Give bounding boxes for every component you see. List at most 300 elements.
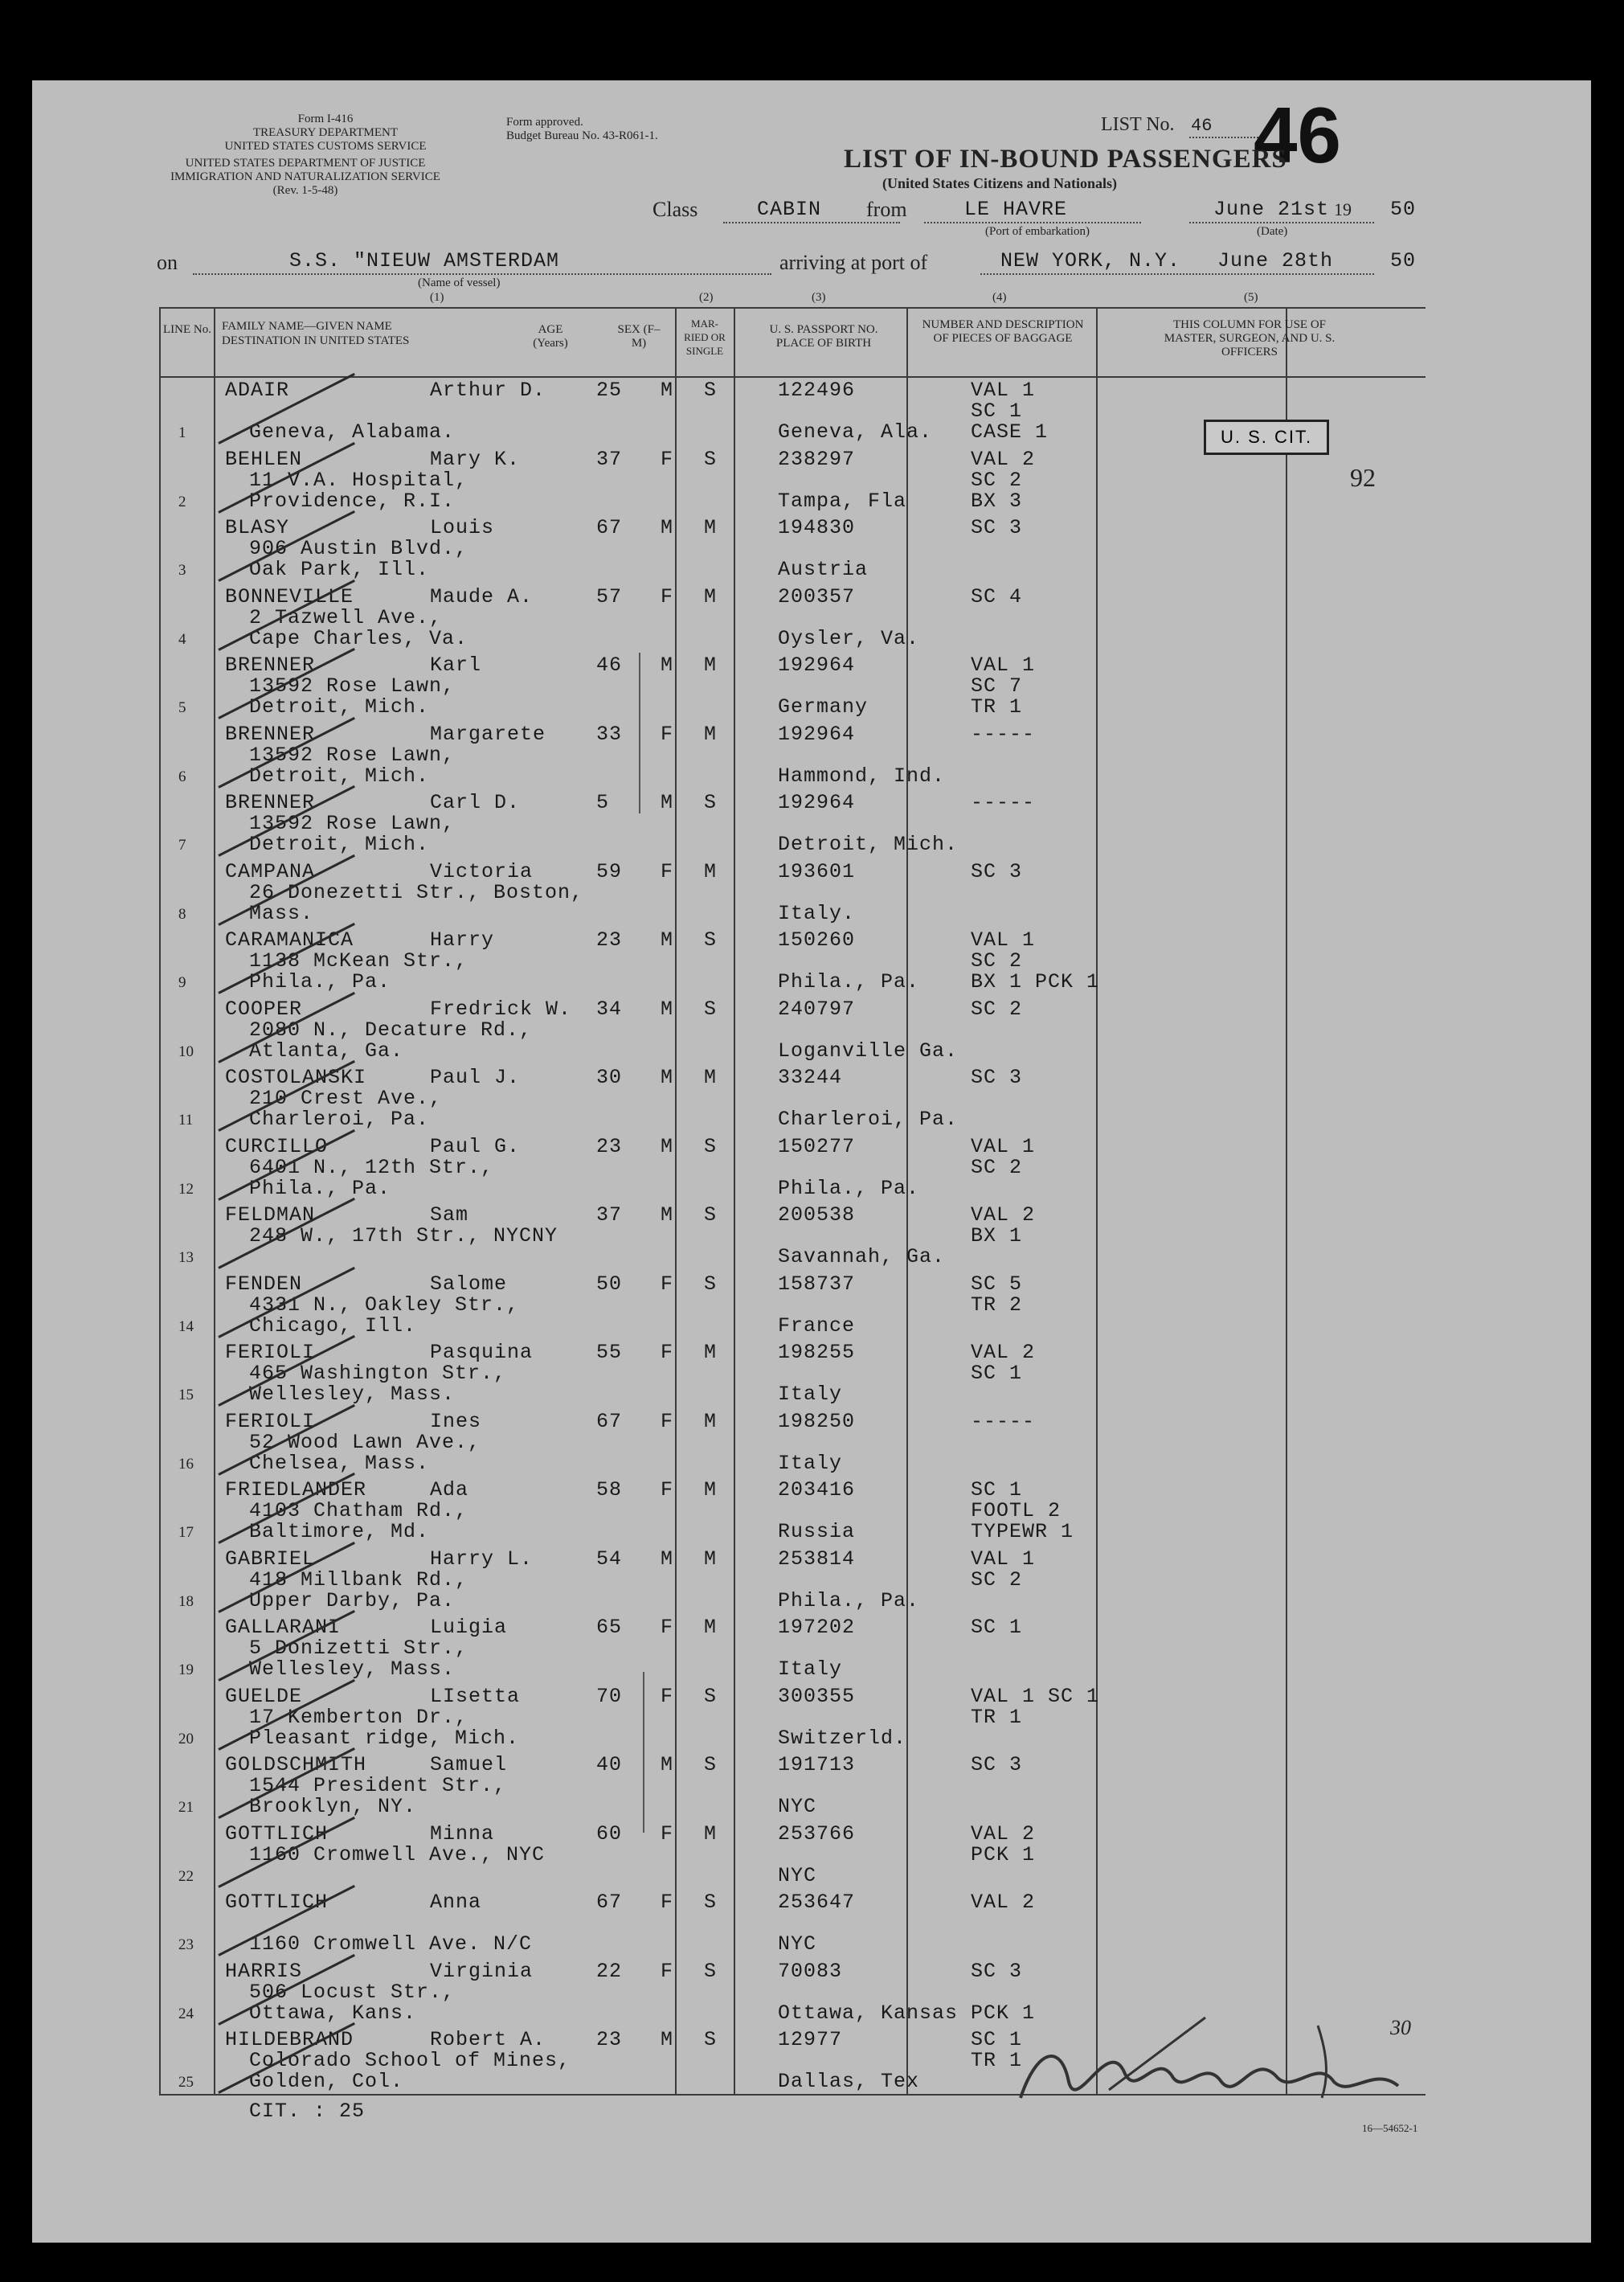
passport-no: 253766 — [778, 1822, 856, 1846]
line-number: 17 — [178, 1524, 194, 1541]
address-line: 26 Donezetti Str., Boston, — [249, 881, 584, 904]
pencil-bracket — [643, 1672, 644, 1833]
marital-status: S — [704, 2028, 718, 2051]
baggage-item: VAL 2 — [971, 448, 1036, 471]
baggage-item: SC 4 — [971, 585, 1023, 608]
line-number: 23 — [178, 1936, 194, 1953]
address-line: 1138 McKean Str., — [249, 949, 468, 973]
passport-no: 192964 — [778, 791, 856, 814]
place-of-birth: Detroit, Mich. — [778, 833, 959, 856]
age: 58 — [596, 1478, 623, 1502]
baggage-item: FOOTL 2 — [971, 1499, 1062, 1522]
marital-status: S — [704, 1203, 718, 1227]
given-name: Luigia — [430, 1616, 508, 1639]
address-line: Chelsea, Mass. — [249, 1452, 430, 1475]
passport-no: 192964 — [778, 653, 856, 677]
place-of-birth: NYC — [778, 1795, 817, 1818]
form-id-block — [193, 113, 458, 154]
baggage-item: SC 3 — [971, 1960, 1023, 1983]
marital-status: S — [704, 379, 718, 402]
family-name: GALLARANI — [225, 1616, 342, 1639]
form-code: 16—54652-1 — [1362, 2122, 1418, 2134]
passport-no: 238297 — [778, 448, 856, 471]
passport-no: 33244 — [778, 1066, 843, 1089]
marital-status: M — [704, 653, 718, 677]
sex: F — [661, 1616, 674, 1639]
col-officers: THIS COLUMN FOR USE OF MASTER, SURGEON, AND U. S. OFFICERS — [1164, 318, 1336, 358]
baggage-item: ----- — [971, 791, 1036, 814]
baggage-item: VAL 1 — [971, 1547, 1036, 1571]
place-of-birth: Charleroi, Pa. — [778, 1108, 959, 1131]
address-line: Cape Charles, Va. — [249, 627, 468, 650]
age: 54 — [596, 1547, 623, 1571]
col-name: FAMILY NAME—GIVEN NAME — [222, 320, 392, 333]
sex: M — [661, 1753, 674, 1776]
baggage-item: VAL 1 — [971, 1135, 1036, 1158]
family-name: FELDMAN — [225, 1203, 316, 1227]
family-name: GABRIEL — [225, 1547, 316, 1571]
document-title: LIST OF IN-BOUND PASSENGERS — [844, 145, 1287, 174]
passport-no: 194830 — [778, 516, 856, 539]
on-label: on — [157, 251, 178, 274]
address-line: 1544 President Str., — [249, 1774, 507, 1797]
age: 55 — [596, 1341, 623, 1364]
line-number: 1 — [178, 424, 186, 441]
place-of-birth: Phila., Pa. — [778, 1589, 920, 1612]
class-label: Class — [652, 198, 698, 221]
baggage-item: VAL 1 — [971, 653, 1036, 677]
age: 23 — [596, 928, 623, 952]
vessel-name: S.S. "NIEUW AMSTERDAM — [289, 249, 560, 272]
age: 70 — [596, 1685, 623, 1708]
family-name: ADAIR — [225, 379, 290, 402]
baggage-item: BX 3 — [971, 490, 1023, 513]
sex: F — [661, 1822, 674, 1846]
given-name: Karl — [430, 653, 482, 677]
place-of-birth: Austria — [778, 558, 869, 581]
given-name: LIsetta — [430, 1685, 521, 1708]
baggage-item: VAL 2 — [971, 1891, 1036, 1914]
passport-no: 253814 — [778, 1547, 856, 1571]
age: 5 — [596, 791, 610, 814]
place-of-birth: Hammond, Ind. — [778, 764, 946, 788]
family-name: COSTOLANSKI — [225, 1066, 367, 1089]
baggage-item: SC 1 — [971, 1362, 1023, 1385]
given-name: Robert A. — [430, 2028, 546, 2051]
marital-status: M — [704, 723, 718, 746]
col-num-1: (1) — [430, 291, 444, 304]
line-number: 22 — [178, 1868, 194, 1885]
passport-no: 300355 — [778, 1685, 856, 1708]
passport-no: 191713 — [778, 1753, 856, 1776]
address-line: Pleasant ridge, Mich. — [249, 1727, 520, 1750]
line-number: 12 — [178, 1181, 194, 1198]
address-line: 11 V.A. Hospital, — [249, 469, 468, 492]
address-line: 248 W., 17th Str., NYCNY — [249, 1224, 558, 1248]
passport-no: 122496 — [778, 379, 856, 402]
marital-status: M — [704, 1066, 718, 1089]
baggage-item: SC 2 — [971, 1156, 1023, 1179]
place-of-birth: Ottawa, Kansas — [778, 2001, 959, 2025]
family-name: BLASY — [225, 516, 290, 539]
given-name: Mary K. — [430, 448, 521, 471]
sex: F — [661, 860, 674, 883]
document-subtitle: (United States Citizens and Nationals) — [882, 175, 1118, 191]
baggage-item: TR 1 — [971, 1706, 1023, 1729]
officer-signature — [1012, 2001, 1414, 2122]
family-name: FERIOLI — [225, 1341, 316, 1364]
address-line: 13592 Rose Lawn, — [249, 674, 456, 698]
age: 40 — [596, 1753, 623, 1776]
passport-no: 150277 — [778, 1135, 856, 1158]
passport-no: 198255 — [778, 1341, 856, 1364]
address-line: Wellesley, Mass. — [249, 1383, 456, 1406]
col-married: MAR-RIED OR SINGLE — [684, 318, 726, 357]
address-line: 5 Donizetti Str., — [249, 1637, 468, 1660]
list-no-small: 46 — [1191, 116, 1213, 136]
place-of-birth: Phila., Pa. — [778, 1177, 920, 1200]
col-sex: SEX (F–M) — [617, 323, 661, 350]
address-line: 210 Crest Ave., — [249, 1087, 443, 1110]
port-embark-caption: (Port of embarkation) — [985, 225, 1090, 238]
line-number: 6 — [178, 768, 186, 785]
age: 67 — [596, 1410, 623, 1433]
sex: M — [661, 379, 674, 402]
marital-status: M — [704, 1341, 718, 1364]
address-line: 1160 Cromwell Ave., NYC — [249, 1843, 546, 1866]
address-line: Charleroi, Pa. — [249, 1108, 430, 1131]
sex: M — [661, 791, 674, 814]
line-number: 2 — [178, 494, 186, 510]
marital-status: M — [704, 1478, 718, 1502]
col-destination: DESTINATION IN UNITED STATES — [222, 334, 410, 347]
address-line: 2080 N., Decature Rd., — [249, 1018, 533, 1042]
baggage-item: TR 1 — [971, 2049, 1023, 2072]
age: 34 — [596, 998, 623, 1021]
place-of-birth: Tampa, Fla — [778, 490, 907, 513]
marital-status: S — [704, 928, 718, 952]
col-age: AGE (Years) — [533, 323, 568, 350]
passport-no: 200538 — [778, 1203, 856, 1227]
passport-no: 203416 — [778, 1478, 856, 1502]
given-name: Ines — [430, 1410, 482, 1433]
place-of-birth: Loganville Ga. — [778, 1039, 959, 1063]
baggage-item: SC 1 — [971, 1478, 1023, 1502]
arrival-year: 50 — [1390, 249, 1417, 272]
baggage-item: SC 2 — [971, 469, 1023, 492]
customs-service: UNITED STATES CUSTOMS SERVICE — [224, 140, 427, 153]
line-number: 13 — [178, 1249, 194, 1266]
departure-date: June 21st — [1213, 198, 1330, 221]
given-name: Pasquina — [430, 1341, 534, 1364]
family-name: BEHLEN — [225, 448, 303, 471]
given-name: Minna — [430, 1822, 495, 1846]
passport-no: 150260 — [778, 928, 856, 952]
line-number: 25 — [178, 2074, 194, 2091]
age: 57 — [596, 585, 623, 608]
sex: F — [661, 1272, 674, 1296]
baggage-item: BX 1 — [971, 1224, 1023, 1248]
passport-no: 158737 — [778, 1272, 856, 1296]
baggage-item: SC 2 — [971, 1568, 1023, 1592]
family-name: HILDEBRAND — [225, 2028, 354, 2051]
baggage-item: SC 3 — [971, 1066, 1023, 1089]
baggage-item: BX 1 PCK 1 — [971, 970, 1100, 994]
family-name: BRENNER — [225, 791, 316, 814]
given-name: Maude A. — [430, 585, 534, 608]
address-line: 13592 Rose Lawn, — [249, 812, 456, 835]
family-name: CAMPANA — [225, 860, 316, 883]
date-caption: (Date) — [1257, 225, 1288, 238]
line-number: 18 — [178, 1593, 194, 1610]
baggage-item: VAL 2 — [971, 1203, 1036, 1227]
marital-status: S — [704, 791, 718, 814]
list-no-label: LIST No. — [1101, 114, 1175, 135]
address-line: Brooklyn, NY. — [249, 1795, 417, 1818]
place-of-birth: France — [778, 1314, 856, 1338]
class-value: CABIN — [757, 198, 822, 221]
col-num-5: (5) — [1244, 291, 1258, 304]
passport-no: 240797 — [778, 998, 856, 1021]
line-number: 9 — [178, 974, 186, 991]
address-line: Providence, R.I. — [249, 490, 456, 513]
baggage-item: SC 1 — [971, 2028, 1023, 2051]
marital-status: M — [704, 1410, 718, 1433]
age: 33 — [596, 723, 623, 746]
age: 59 — [596, 860, 623, 883]
marital-status: S — [704, 1960, 718, 1983]
sex: F — [661, 1410, 674, 1433]
family-name: FERIOLI — [225, 1410, 316, 1433]
dept-treasury: TREASURY DEPARTMENT — [252, 126, 399, 139]
passport-no: 253647 — [778, 1891, 856, 1914]
baggage-item: SC 2 — [971, 949, 1023, 973]
marital-status: M — [704, 585, 718, 608]
list-no-big: 46 — [1254, 91, 1342, 179]
address-line: Wellesley, Mass. — [249, 1657, 456, 1681]
family-name: CURCILLO — [225, 1135, 329, 1158]
given-name: Anna — [430, 1891, 482, 1914]
address-line: Oak Park, Ill. — [249, 558, 430, 581]
given-name: Samuel — [430, 1753, 508, 1776]
address-line: Detroit, Mich. — [249, 833, 430, 856]
address-line: Detroit, Mich. — [249, 764, 430, 788]
date-year-prefix: 19 — [1334, 199, 1352, 219]
age: 23 — [596, 1135, 623, 1158]
given-name: Arthur D. — [430, 379, 546, 402]
address-line: 465 Washington Str., — [249, 1362, 507, 1385]
family-name: GOTTLICH — [225, 1822, 329, 1846]
given-name: Harry L. — [430, 1547, 534, 1571]
age: 22 — [596, 1960, 623, 1983]
address-line: 506 Locust Str., — [249, 1981, 456, 2004]
sex: M — [661, 516, 674, 539]
given-name: Victoria — [430, 860, 534, 883]
address-line: Phila., Pa. — [249, 970, 391, 994]
place-of-birth: Italy — [778, 1452, 843, 1475]
departure-year: 50 — [1390, 198, 1417, 221]
from-port: LE HAVRE — [964, 198, 1068, 221]
passport-no: 198250 — [778, 1410, 856, 1433]
arriving-label: arriving at port of — [779, 251, 928, 274]
address-line: 13592 Rose Lawn, — [249, 744, 456, 767]
corner-note: 30 — [1390, 2016, 1411, 2039]
vessel-caption: (Name of vessel) — [418, 277, 501, 289]
given-name: Sam — [430, 1203, 469, 1227]
citizen-total: CIT. : 25 — [249, 2100, 366, 2123]
baggage-item: SC 7 — [971, 674, 1023, 698]
col-num-2: (2) — [699, 291, 714, 304]
family-name: BONNEVILLE — [225, 585, 354, 608]
passport-no: 70083 — [778, 1960, 843, 1983]
marital-status: M — [704, 1616, 718, 1639]
address-line: 1160 Cromwell Ave. N/C — [249, 1932, 533, 1956]
address-line: 52 Wood Lawn Ave., — [249, 1431, 481, 1454]
sex: F — [661, 1685, 674, 1708]
line-number: 15 — [178, 1387, 194, 1403]
place-of-birth: NYC — [778, 1932, 817, 1956]
place-of-birth: Russia — [778, 1520, 856, 1543]
baggage-item: SC 3 — [971, 516, 1023, 539]
baggage-item: ----- — [971, 723, 1036, 746]
sex: M — [661, 653, 674, 677]
age: 30 — [596, 1066, 623, 1089]
baggage-item: ----- — [971, 1410, 1036, 1433]
marital-status: M — [704, 516, 718, 539]
sex: M — [661, 928, 674, 952]
marital-status: S — [704, 1135, 718, 1158]
marital-status: M — [704, 1822, 718, 1846]
line-number: 3 — [178, 562, 186, 579]
address-line: 2 Tazwell Ave., — [249, 606, 443, 629]
address-line: 418 Millbank Rd., — [249, 1568, 468, 1592]
age: 67 — [596, 516, 623, 539]
baggage-item: SC 1 — [971, 399, 1023, 423]
family-name: FRIEDLANDER — [225, 1478, 367, 1502]
sex: M — [661, 998, 674, 1021]
arrival-date: June 28th — [1217, 249, 1334, 272]
family-name: GOLDSCHMITH — [225, 1753, 367, 1776]
marital-status: S — [704, 1891, 718, 1914]
place-of-birth: Dallas, Tex — [778, 2070, 920, 2093]
line-number: 16 — [178, 1456, 194, 1473]
place-of-birth: Switzerld. — [778, 1727, 907, 1750]
col-line-no: LINE No. — [163, 323, 211, 336]
line-number: 21 — [178, 1799, 194, 1816]
line-number: 4 — [178, 631, 186, 648]
baggage-item: SC 1 — [971, 1616, 1023, 1639]
address-line: Mass. — [249, 902, 314, 925]
baggage-item: SC 3 — [971, 1753, 1023, 1776]
line-number: 24 — [178, 2005, 194, 2022]
age: 37 — [596, 1203, 623, 1227]
sex: F — [661, 585, 674, 608]
address-line: Detroit, Mich. — [249, 695, 430, 719]
address-line: 4103 Chatham Rd., — [249, 1499, 468, 1522]
form-approved: Form approved. — [506, 116, 583, 129]
age: 23 — [596, 2028, 623, 2051]
place-of-birth: NYC — [778, 1864, 817, 1887]
baggage-item: CASE 1 — [971, 420, 1049, 444]
place-of-birth: Germany — [778, 695, 869, 719]
sex: M — [661, 1547, 674, 1571]
place-of-birth: Italy — [778, 1383, 843, 1406]
dept-justice: UNITED STATES DEPARTMENT OF JUSTICE — [185, 157, 426, 170]
address-line: Colorado School of Mines, — [249, 2049, 571, 2072]
passport-no: 197202 — [778, 1616, 856, 1639]
age: 60 — [596, 1822, 623, 1846]
manifest-sheet — [32, 80, 1591, 2243]
col-num-3: (3) — [812, 291, 826, 304]
marital-status: M — [704, 1547, 718, 1571]
address-line: Chicago, Ill. — [249, 1314, 417, 1338]
place-of-birth: Phila., Pa. — [778, 970, 920, 994]
arrival-port: NEW YORK, N.Y. — [1000, 249, 1181, 272]
sex: M — [661, 2028, 674, 2051]
baggage-item: VAL 1 — [971, 379, 1036, 402]
marital-status: S — [704, 1272, 718, 1296]
age: 46 — [596, 653, 623, 677]
baggage-item: TR 2 — [971, 1293, 1023, 1317]
age: 37 — [596, 448, 623, 471]
budget-bureau: Budget Bureau No. 43-R061-1. — [506, 129, 658, 142]
address-line: Upper Darby, Pa. — [249, 1589, 456, 1612]
given-name: Paul G. — [430, 1135, 521, 1158]
sex: M — [661, 1066, 674, 1089]
age: 65 — [596, 1616, 623, 1639]
col-num-4: (4) — [992, 291, 1007, 304]
sex: F — [661, 1891, 674, 1914]
marital-status: S — [704, 1753, 718, 1776]
baggage-item: SC 5 — [971, 1272, 1023, 1296]
line-number: 7 — [178, 837, 186, 854]
place-of-birth: Italy. — [778, 902, 856, 925]
place-of-birth: Savannah, Ga. — [778, 1245, 946, 1268]
address-line: 4331 N., Oakley Str., — [249, 1293, 520, 1317]
from-label: from — [866, 198, 907, 221]
given-name: Fredrick W. — [430, 998, 572, 1021]
age: 50 — [596, 1272, 623, 1296]
marital-status: S — [704, 998, 718, 1021]
place-of-birth: Geneva, Ala. — [778, 420, 933, 444]
passport-no: 192964 — [778, 723, 856, 746]
age: 67 — [596, 1891, 623, 1914]
given-name: Paul J. — [430, 1066, 521, 1089]
col-baggage: NUMBER AND DESCRIPTION OF PIECES OF BAGGAGE — [922, 318, 1084, 345]
sex: F — [661, 1478, 674, 1502]
baggage-item: VAL 2 — [971, 1341, 1036, 1364]
sex: M — [661, 1203, 674, 1227]
marital-status: S — [704, 448, 718, 471]
address-line: Golden, Col. — [249, 2070, 404, 2093]
family-name: FENDEN — [225, 1272, 303, 1296]
family-name: CARAMANICA — [225, 928, 354, 952]
baggage-item: PCK 1 — [971, 2001, 1036, 2025]
place-of-birth: Oysler, Va. — [778, 627, 920, 650]
place-of-birth: Italy — [778, 1657, 843, 1681]
approval-block — [506, 116, 658, 143]
address-line: Baltimore, Md. — [249, 1520, 430, 1543]
family-name: HARRIS — [225, 1960, 303, 1983]
passport-no: 193601 — [778, 860, 856, 883]
line-number: 11 — [178, 1112, 194, 1129]
address-line: 17 Kemberton Dr., — [249, 1706, 468, 1729]
address-line: Geneva, Alabama. — [249, 420, 456, 444]
family-name: GUELDE — [225, 1685, 303, 1708]
ins-service: IMMIGRATION AND NATURALIZATION SERVICE — [170, 170, 440, 183]
family-name: BRENNER — [225, 723, 316, 746]
baggage-item: TYPEWR 1 — [971, 1520, 1074, 1543]
